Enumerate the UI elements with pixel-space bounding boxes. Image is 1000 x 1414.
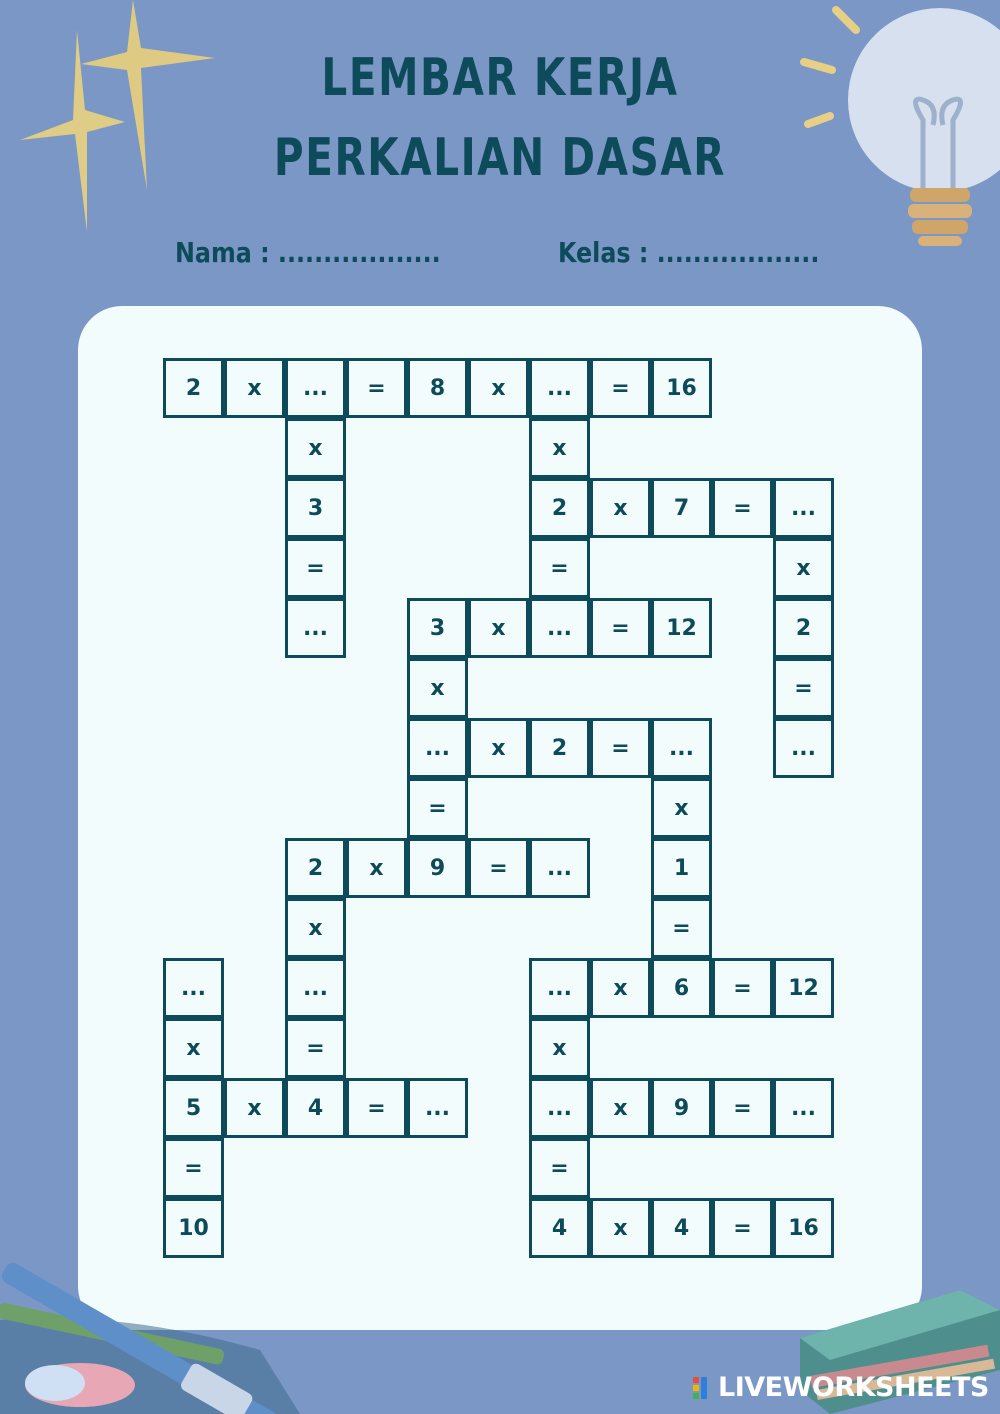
puzzle-cell: = bbox=[712, 478, 773, 538]
puzzle-cell: = bbox=[346, 1078, 407, 1138]
puzzle-cell: = bbox=[712, 958, 773, 1018]
puzzle-cell: x bbox=[285, 418, 346, 478]
answer-blank-cell[interactable]: ... bbox=[773, 718, 834, 778]
puzzle-cell: x bbox=[163, 1018, 224, 1078]
puzzle-cell: 9 bbox=[407, 838, 468, 898]
puzzle-cell: = bbox=[529, 1138, 590, 1198]
sparkle-stars-decoration bbox=[15, 0, 215, 240]
class-field-label: Kelas : .................. bbox=[558, 236, 820, 269]
puzzle-cell: x bbox=[590, 1078, 651, 1138]
puzzle-cell: 2 bbox=[773, 598, 834, 658]
answer-blank-cell[interactable]: ... bbox=[285, 358, 346, 418]
puzzle-cell: x bbox=[468, 358, 529, 418]
puzzle-cell: = bbox=[285, 538, 346, 598]
puzzle-cell: 10 bbox=[163, 1198, 224, 1258]
puzzle-cell: = bbox=[712, 1078, 773, 1138]
puzzle-cell: = bbox=[590, 598, 651, 658]
puzzle-cell: 2 bbox=[529, 478, 590, 538]
puzzle-cell: 3 bbox=[285, 478, 346, 538]
puzzle-cell: x bbox=[529, 418, 590, 478]
puzzle-cell: = bbox=[346, 358, 407, 418]
puzzle-cell: 2 bbox=[163, 358, 224, 418]
answer-blank-cell[interactable]: ... bbox=[529, 838, 590, 898]
answer-blank-cell[interactable]: ... bbox=[529, 598, 590, 658]
answer-blank-cell[interactable]: ... bbox=[285, 958, 346, 1018]
puzzle-cell: 16 bbox=[651, 358, 712, 418]
puzzle-cell: x bbox=[651, 778, 712, 838]
puzzle-cell: = bbox=[651, 898, 712, 958]
puzzle-cell: 16 bbox=[773, 1198, 834, 1258]
puzzle-cell: 4 bbox=[285, 1078, 346, 1138]
puzzle-cell: x bbox=[407, 658, 468, 718]
worksheet-title-line-1: LEMBAR KERJA bbox=[321, 48, 679, 108]
answer-blank-cell[interactable]: ... bbox=[529, 958, 590, 1018]
puzzle-cell: 8 bbox=[407, 358, 468, 418]
puzzle-cell: x bbox=[224, 1078, 285, 1138]
puzzle-cell: x bbox=[590, 958, 651, 1018]
puzzle-cell: x bbox=[590, 1198, 651, 1258]
answer-blank-cell[interactable]: ... bbox=[529, 1078, 590, 1138]
puzzle-cell: = bbox=[590, 718, 651, 778]
puzzle-cell: 7 bbox=[651, 478, 712, 538]
puzzle-cell: 4 bbox=[529, 1198, 590, 1258]
answer-blank-cell[interactable]: ... bbox=[407, 1078, 468, 1138]
answer-blank-cell[interactable]: ... bbox=[773, 478, 834, 538]
puzzle-cell: = bbox=[163, 1138, 224, 1198]
puzzle-cell: = bbox=[285, 1018, 346, 1078]
puzzle-cell: x bbox=[773, 538, 834, 598]
puzzle-cell: 6 bbox=[651, 958, 712, 1018]
liveworksheets-brand-text: LIVEWORKSHEETS bbox=[718, 1372, 989, 1403]
answer-blank-cell[interactable]: ... bbox=[773, 1078, 834, 1138]
puzzle-cell: 3 bbox=[407, 598, 468, 658]
answer-blank-cell[interactable]: ... bbox=[529, 358, 590, 418]
puzzle-cell: = bbox=[529, 538, 590, 598]
puzzle-cell: x bbox=[529, 1018, 590, 1078]
puzzle-cell: 4 bbox=[651, 1198, 712, 1258]
puzzle-cell: x bbox=[590, 478, 651, 538]
puzzle-cell: 9 bbox=[651, 1078, 712, 1138]
puzzle-cell: x bbox=[224, 358, 285, 418]
puzzle-cell: = bbox=[590, 358, 651, 418]
puzzle-cell: 2 bbox=[529, 718, 590, 778]
puzzle-cell: = bbox=[407, 778, 468, 838]
puzzle-cell: 1 bbox=[651, 838, 712, 898]
puzzle-cell: 12 bbox=[773, 958, 834, 1018]
liveworksheets-logo-icon bbox=[693, 1377, 713, 1399]
answer-blank-cell[interactable]: ... bbox=[285, 598, 346, 658]
puzzle-cell: = bbox=[773, 658, 834, 718]
puzzle-cell: x bbox=[346, 838, 407, 898]
puzzle-cell: x bbox=[468, 598, 529, 658]
puzzle-cell: 5 bbox=[163, 1078, 224, 1138]
answer-blank-cell[interactable]: ... bbox=[651, 718, 712, 778]
puzzle-cell: x bbox=[285, 898, 346, 958]
puzzle-cell: 2 bbox=[285, 838, 346, 898]
pencils-and-eraser-decoration bbox=[0, 1250, 360, 1414]
puzzle-cell: = bbox=[468, 838, 529, 898]
name-field-label: Nama : .................. bbox=[175, 236, 441, 269]
worksheet-title-line-2: PERKALIAN DASAR bbox=[273, 128, 727, 188]
puzzle-cell: 12 bbox=[651, 598, 712, 658]
puzzle-cell: = bbox=[712, 1198, 773, 1258]
light-bulb-decoration bbox=[798, 0, 1000, 250]
answer-blank-cell[interactable]: ... bbox=[163, 958, 224, 1018]
answer-blank-cell[interactable]: ... bbox=[407, 718, 468, 778]
puzzle-cell: x bbox=[468, 718, 529, 778]
